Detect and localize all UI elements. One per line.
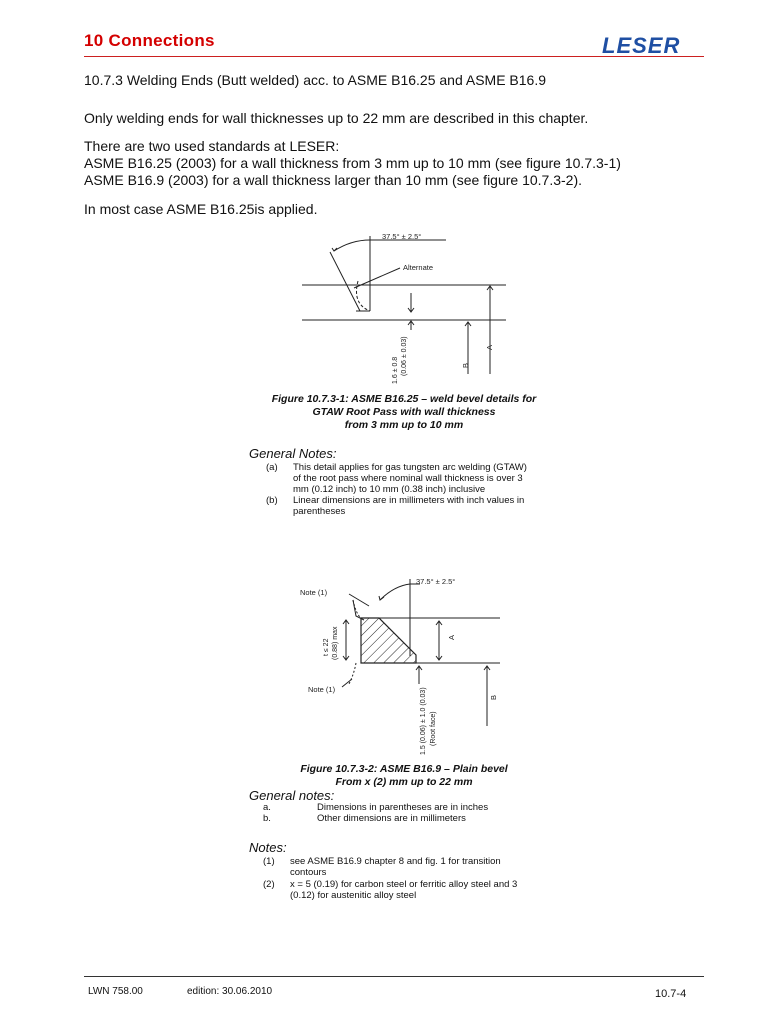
edition-date: edition: 30.06.2010 <box>187 986 273 997</box>
header-rule <box>84 56 704 57</box>
fig1-label-a: A <box>485 344 494 350</box>
intro-paragraph: Only welding ends for wall thicknesses up to 22 mm are described in this chapter. <box>84 110 589 126</box>
fig2-t-dim-inch: (0.88) max <box>332 626 339 660</box>
fig2-note-top: Note (1) <box>300 588 328 597</box>
fig1-dim-mm: 1.6 ± 0.8 <box>392 356 399 384</box>
fig1-dim-inch: (0.06 ± 0.03) <box>401 336 408 376</box>
note-text-b-line-1: Linear dimensions are in millimeters with inch values in <box>293 495 525 506</box>
note-text-1-line-2: contours <box>290 867 327 878</box>
note-key-2: (2) <box>263 879 275 890</box>
note-key-a: a. <box>263 802 271 813</box>
fig2-label-b: B <box>489 694 498 700</box>
figure-1-caption-line-2: GTAW Root Pass with wall thickness <box>312 406 496 418</box>
page-number: 10.7-4 <box>655 988 687 1000</box>
note-text-2-line-1: x = 5 (0.19) for carbon steel or ferritic alloy steel and 3 <box>290 879 518 890</box>
figure-1-caption-line-3: from 3 mm up to 10 mm <box>344 419 464 431</box>
note-text-1-line-1: see ASME B16.9 chapter 8 and fig. 1 for transition <box>290 856 501 867</box>
note-text-a-line-1: This detail applies for gas tungsten arc welding (GTAW) <box>293 462 527 473</box>
note-text-b: Other dimensions are in millimeters <box>317 813 466 824</box>
leser-logo: LESER <box>602 33 681 58</box>
fig2-root-label: (Root face) <box>430 711 437 746</box>
general-notes-1-heading: General Notes: <box>249 446 337 461</box>
note-key-b: (b) <box>266 495 278 506</box>
fig2-note-bottom: Note (1) <box>308 685 336 694</box>
notes-list <box>249 856 569 902</box>
fig2-t-dim: t ≤ 22 <box>323 638 330 656</box>
fig1-alternate-label: Alternate <box>403 263 434 272</box>
figure-1-bevel-diagram <box>296 226 506 386</box>
fig2-label-a: A <box>447 634 456 640</box>
fig1-label-b: B <box>461 362 470 368</box>
note-key-b: b. <box>263 813 271 824</box>
figure-2-caption-line-1: Figure 10.7.3-2: ASME B16.9 – Plain bevel <box>300 763 508 775</box>
general-notes-2-heading: General notes: <box>249 788 335 803</box>
doc-id: LWN 758.00 <box>88 986 143 997</box>
fig2-root-dim: 1.5 (0.06) ± 1.0 (0.03) <box>420 687 427 755</box>
figure-2-caption-line-2: From x (2) mm up to 22 mm <box>335 776 473 788</box>
figure-1-caption-line-1: Figure 10.7.3-1: ASME B16.25 – weld bevel details for <box>271 393 537 405</box>
notes-heading: Notes: <box>249 840 287 855</box>
note-text-a: Dimensions in parentheses are in inches <box>317 802 489 813</box>
note-text-a-line-3: mm (0.12 inch) to 10 mm (0.38 inch) inclusive <box>293 484 486 495</box>
note-text-a-line-2: of the root pass where nominal wall thickness is over 3 <box>293 473 523 484</box>
note-text-2-line-2: (0.12) for austenitic alloy steel <box>290 890 417 901</box>
note-text-b-line-2: parentheses <box>293 506 346 517</box>
note-key-a: (a) <box>266 462 278 473</box>
fig2-angle-label: 37.5° ± 2.5° <box>416 577 456 586</box>
standard-b16-25: ASME B16.25 (2003) for a wall thickness from 3 mm up to 10 mm (see figure 10.7.3-1) <box>84 155 621 171</box>
standards-intro: There are two used standards at LESER: <box>84 138 340 154</box>
note-key-1: (1) <box>263 856 275 867</box>
usage-note: In most case ASME B16.25is applied. <box>84 201 318 217</box>
chapter-title: 10 Connections <box>84 31 215 50</box>
standard-b16-9: ASME B16.9 (2003) for a wall thickness larger than 10 mm (see figure 10.7.3-2). <box>84 172 583 188</box>
section-heading: 10.7.3 Welding Ends (Butt welded) acc. to ASME B16.25 and ASME B16.9 <box>84 72 547 88</box>
general-notes-2-list <box>249 802 569 826</box>
general-notes-1-list <box>249 462 569 517</box>
figure-2-bevel-diagram <box>294 574 514 760</box>
footer-rule <box>84 976 704 977</box>
fig1-angle-label: 37.5° ± 2.5° <box>382 232 422 241</box>
